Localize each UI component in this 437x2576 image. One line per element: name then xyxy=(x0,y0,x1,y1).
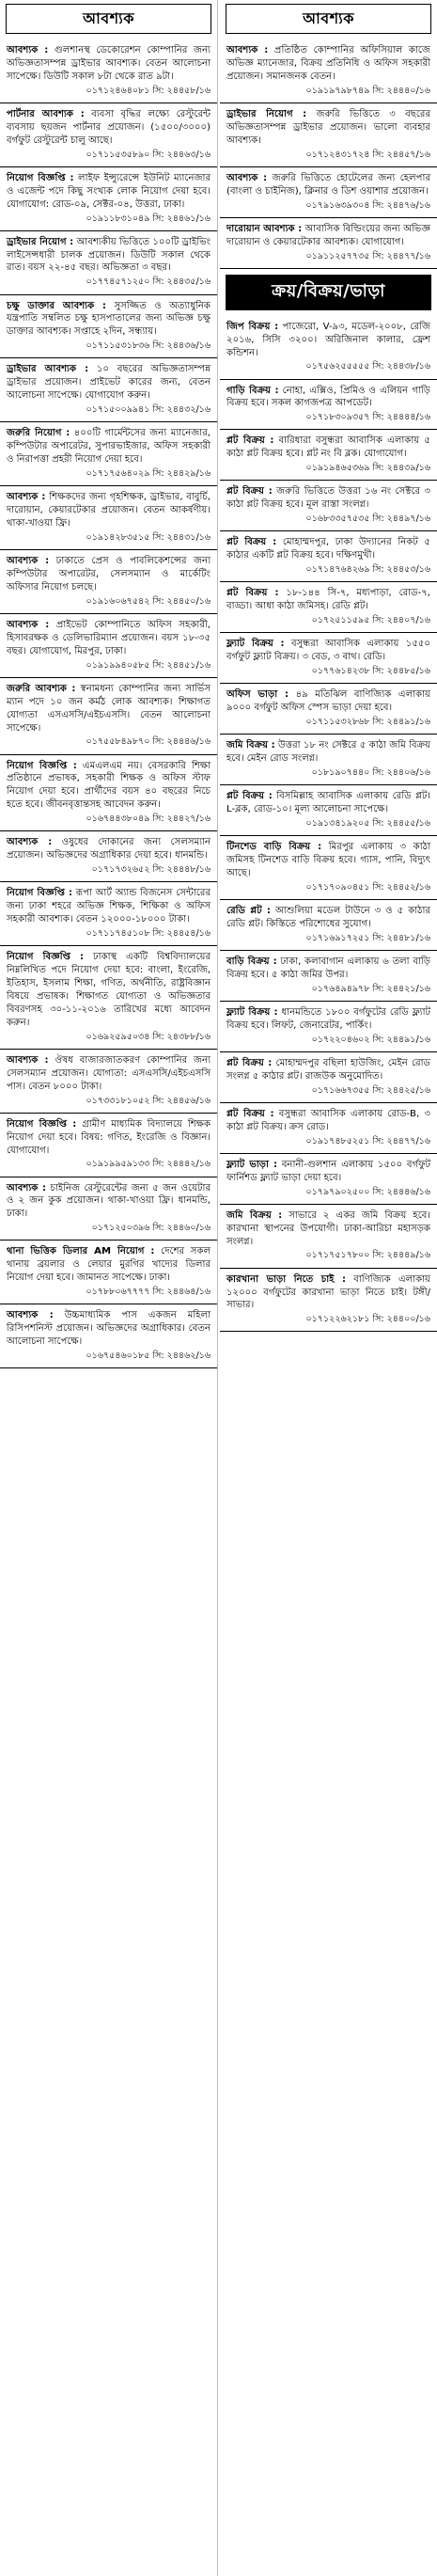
ad-title: আবশ্যক : xyxy=(7,556,50,566)
ad-body: মিরপুর এলাকায় ৩ কাঠা জমিসহ টিনশেড বাড়ি বিক্রয় হবে। গ্যাস, পানি, বিদ্যুৎ আছে। xyxy=(226,842,430,878)
ad-title: ফ্ল্যাট ভাড়া : xyxy=(226,1159,278,1170)
ad-title: জিপ বিক্রয় : xyxy=(226,321,279,332)
ad-title: নিয়োগ বিজ্ঞপ্তি : xyxy=(7,952,85,963)
ad-contact: ০১৭১৬৬৭৩৫৫ সি: ২৪৪২৫/১৬ xyxy=(311,1084,430,1096)
classified-ad xyxy=(0,1050,217,1114)
ad-body: ৪৯ মতিঝিল বাণিজ্যিক এলাকায় ৯০০০ বর্গফুট অফিস স্পেস ভাড়া দেয়া হবে। xyxy=(226,689,430,714)
ad-body: বিসমিল্লাহ আবাসিক এলাকায় রেডি প্লট। L-ব্লক, রোড-১০। মূল্য আলোচনা সাপেক্ষে। xyxy=(226,791,430,815)
ad-contact: ০১৭১২২৬২১৮১ সি: ২৪৪০০/১৬ xyxy=(305,1314,430,1325)
ad-title: ড্রাইভার নিয়োগ : xyxy=(7,236,74,247)
classified-ad xyxy=(0,103,217,167)
ad-contact: ০১৭১১৫৩২৮৬৮ সি: ২৪৪৯১/১৬ xyxy=(305,717,430,728)
classified-ad xyxy=(0,1304,217,1368)
ad-contact: ০১৮১৯০৭৪৪০ সি: ২৪৪০৬/১৬ xyxy=(311,767,430,779)
ad-body: ৪০০টি গার্মেন্টসের জন্য ম্যানেজার, কম্পিউটার অপারেটর, সুপারভাইজার, অফিস সহকারী ও নিরাপত্তা প্রহরী নিয়োগ দেয়া হবে। xyxy=(7,428,211,466)
ad-body: ব্যবসা বৃদ্ধির লক্ষ্যে রেস্টুরেন্ট ব্যবসায় ছয়জন পার্টনার প্রয়োজন। (১৫০০/৩০০০) বর্গফুট রেস্টুরেন্ট চালু আছে। xyxy=(7,108,211,146)
ad-contact: ০১৬৯২৫৯৫০৩৪ সি: ২৪৩৮৮/১৬ xyxy=(86,1031,211,1042)
ad-contact: ০১৯১৭৪৮৫২৫১ সি: ২৪৪৭৭/১৬ xyxy=(305,1135,430,1146)
ad-title: আবশ্যক : xyxy=(7,45,49,55)
ad-title: জমি বিক্রয় : xyxy=(226,1209,283,1221)
classified-ad xyxy=(0,40,217,103)
ad-body: বনানী-গুলশান এলাকায় ১৫০০ বর্গফুট ফার্নিশড ফ্ল্যাট ভাড়া দেয়া হবে। xyxy=(226,1159,430,1183)
ad-title: প্লট বিক্রয় : xyxy=(226,1108,274,1119)
ad-title: আবশ্যক : xyxy=(226,45,269,55)
ad-body: ঢাকা, কলাবাগান এলাকায় ৬ তলা বাড়ি বিক্রয় হবে। ৫ কাঠা জমির উপর। xyxy=(226,956,430,980)
classified-ad xyxy=(220,1269,437,1333)
classified-ad xyxy=(0,358,217,422)
ad-title: নিয়োগ বিজ্ঞপ্তি : xyxy=(7,760,77,771)
ad-title: আবশ্যক : xyxy=(226,172,268,183)
ad-title: ফ্ল্যাট বিক্রয় : xyxy=(226,1006,278,1018)
ad-contact: ০১৭১৭৩২৬৫২ সি: ২৪৪৪৮/১৬ xyxy=(91,864,211,876)
ad-contact: ০১৯১৯৯৪০৫৮৫ সি: ২৪৪৫১/১৬ xyxy=(86,659,211,671)
classified-ad xyxy=(220,40,437,103)
left-ads-list xyxy=(0,40,217,1368)
ad-body: চাইনিজ রেস্টুরেন্টের জন্য ৫ জন ওয়েটার ও ২ জন কুক প্রয়োজন। থাকা-খাওয়া ফ্রি। ধানমন্ডি, ঢাকা। xyxy=(7,1182,211,1220)
ad-body: শিক্ষকদের জন্য গৃহশিক্ষক, ড্রাইভার, বাবুর্চি, দারোয়ান, কেয়ারটেকার প্রয়োজন। বেতন আকর্ষণীয়। থাকা-খাওয়া ফ্রি। xyxy=(7,492,211,529)
ad-contact: ০১৭১২৫০৩৯৬ সি: ২৪৪৬০/১৬ xyxy=(91,1223,211,1234)
classified-ad xyxy=(220,735,437,785)
ad-contact: ০১৭১১৭৪৫১০৮ সি: ২৪৪৫৪/১৬ xyxy=(86,928,211,940)
ad-body: জরুরি ভিত্তিতে উত্তরা ১৬ নং সেক্টরে ৩ কাঠা প্লট বিক্রয় হবে। মূল রাস্তা সংলগ্ন। xyxy=(226,486,430,511)
ad-body: ১০ বছরের অভিজ্ঞতাসম্পন্ন ড্রাইভার প্রয়োজন। প্রাইভেট কারের জন্য, বেতন আলোচনা সাপেক্ষে। যোগাযোগ করুন। xyxy=(7,364,211,402)
ad-contact: ০১৯১১৮৩১০৪৯ সি: ২৪৪৬১/১৬ xyxy=(86,213,211,224)
ad-title: ড্রাইভার নিয়োগ : xyxy=(226,108,307,119)
classified-ad xyxy=(220,633,437,684)
classified-ad xyxy=(0,831,217,882)
ad-contact: ০১৯১৯৯৫৯১৩৩ সি: ২৪৪৪২/১৬ xyxy=(86,1159,211,1170)
ad-body: রূপা আর্ট অ্যান্ড বিজনেস সেন্টারের জন্য ঢাকা শহরে অভিজ্ঞ শিক্ষক, শিক্ষিকা ও অফিস সহকারী আবশ্যক। বেতন ১২০০০-১৮০০০ টাকা। xyxy=(7,888,211,925)
ad-contact: ০১৭৯৭৯০২৫০০ সি: ২৪৪৪৬/১৬ xyxy=(305,1186,430,1197)
ad-title: আবশ্যক : xyxy=(7,837,53,848)
ad-body: প্রতিষ্ঠিত কোম্পানির অফিসিয়াল কাজে অভিজ্ঞ ম্যানেজার, বিক্রয় প্রতিনিধি ও অফিস সহকারী প্রয়োজন। সমানজনক বেতন। xyxy=(226,45,430,82)
ad-contact: ০১৭১৪৭৬৪২৬৯ সি: ২৪৪৫৩/১৬ xyxy=(305,564,430,576)
section-header-abossok: আবশ্যক xyxy=(6,4,211,34)
classified-ad xyxy=(220,951,437,1002)
ad-title: টিনশেড বাড়ি বিক্রয় : xyxy=(226,842,322,853)
ad-contact: ০১৯১৩৪১৯২০৫ সি: ২৪৪৫৫/১৬ xyxy=(305,818,430,829)
classified-ad xyxy=(0,295,217,359)
ad-contact: ০১৭১২৪৩১৭২৪ সি: ২৪৪৫৭/১৬ xyxy=(305,149,430,160)
ad-title: বাড়ি বিক্রয় : xyxy=(226,956,277,967)
ad-title: আবশ্যক : xyxy=(7,1310,54,1321)
ad-body: মোহাম্মদপুর, ঢাকা উদ্যানের নিকট ৫ কাঠার একটি প্লট বিক্রয় হবে। দক্ষিণমুখী। xyxy=(226,537,430,561)
ad-title: প্লট বিক্রয় : xyxy=(226,588,279,599)
ad-body: গুলশানস্থ ডেকোরেশন কোম্পানির জন্য অভিজ্ঞতাসম্পন্ন ড্রাইভার আবশ্যক। বেতন আলোচনা সাপেক্ষে। ডিউটি সকাল ৮টা থেকে রাত ৯টা। xyxy=(7,45,211,82)
classified-ad xyxy=(220,1205,437,1269)
left-column xyxy=(0,0,218,2576)
classified-ad xyxy=(220,1154,437,1205)
ad-body: জরুরি ভিত্তিতে হোটেলের জন্য হেলপার (বাংলা ও চাইনিজ), ক্লিনার ও ডিশ ওয়াশার প্রয়োজন। xyxy=(226,172,431,197)
classified-ad xyxy=(220,900,437,951)
ad-body: ঢাকাতে প্রেস ও পাবলিকেশন্সের জন্য কম্পিউটার অপারেটর, সেলসম্যান ও মার্কেটিং অফিসার নিয়োগ চলছে। xyxy=(7,556,211,593)
ad-contact: ০১৬৭৫৪৬০১৮৫ সি: ২৪৪৬২/১৬ xyxy=(86,1351,211,1362)
ad-body: উত্তরা ১৮ নং সেক্টরে ৫ কাঠা জমি বিক্রয় হবে। মেইন রোড সংলগ্ন। xyxy=(226,740,431,765)
ad-contact: ০১৭৫৫৮৪৯৮৭০ সি: ২৪৪৪৬/১৬ xyxy=(86,736,211,748)
ad-contact: ০১৯১৯৪৬৫৩৬৯ সি: ২৪৪৩৯/১৬ xyxy=(305,463,430,474)
ad-body: আবশ্যকীয় ভিত্তিতে ১০০টি ড্রাইভিং লাইসেন্সধারী চালক প্রয়োজন। ডিউটি সকাল থেকে রাত। বয়স ২২-৪৫ বছর। অভিজ্ঞতা ৩ বছর। xyxy=(7,236,211,274)
classified-ad xyxy=(0,167,217,231)
ad-title: প্লট বিক্রয় : xyxy=(226,1057,273,1068)
classified-ad xyxy=(220,531,437,582)
ad-body: বসুন্ধরা আবাসিক এলাকায় রোড-B, ৩ কাঠা প্লট বিক্রয়। ক্রস রোড। xyxy=(226,1108,430,1132)
ad-contact: ০১৭৭৬১৪২৩৮ সি: ২৪৪৮৫/১৬ xyxy=(311,666,430,677)
ad-title: জরুরি নিয়োগ : xyxy=(7,428,70,439)
ad-contact: ০১৭২৫১১৫৯৫ সি: ২৪৪০৭/১৬ xyxy=(311,615,430,626)
ad-body: সাভারে ২ একর জমি বিক্রয় হবে। কারখানা স্থাপনের উপযোগী। ঢাকা-আরিচা মহাসড়ক সংলগ্ন। xyxy=(226,1209,430,1247)
section-header-kroy-bikroy: ক্রয়/বিক্রয়/ভাড়া xyxy=(226,275,431,310)
classified-ad xyxy=(0,882,217,946)
sale-ads-list xyxy=(220,316,437,1333)
ad-body: গ্রামীণ মাধ্যমিক বিদ্যালয়ে শিক্ষক নিয়োগ দেয়া হবে। বিষয়: গণিত, ইংরেজি ও বিজ্ঞান। যোগাযোগ। xyxy=(7,1118,211,1156)
classified-ad xyxy=(0,1241,217,1304)
ad-title: আবশ্যক : xyxy=(7,1054,49,1066)
ad-title: পার্টনার আবশ্যক : xyxy=(7,108,85,119)
ad-title: নিয়োগ বিজ্ঞপ্তি : xyxy=(7,172,74,183)
ad-contact: ০১৬৮৩৩৫৭৫৩৫ সি: ২৪৪৯৭/১৬ xyxy=(305,514,430,525)
ad-title: আবশ্যক : xyxy=(7,492,46,503)
ad-body: পাজেরো, V-৯৩, মডেল-২০০৮, রেজি ২০১৬, সিসি ৩২০০। অরিজিনাল কালার, ফ্রেশ কন্ডিশন। xyxy=(226,321,430,358)
ad-body: সুসজ্জিত ও অত্যাধুনিক যন্ত্রপাতি সম্বলিত চক্ষু হাসপাতালের জন্য অভিজ্ঞ চক্ষু ডাক্তার আবশ্যক। সপ্তাহে ২দিন, সন্ধ্যায়। xyxy=(7,300,211,338)
ad-contact: ০১৭৬৪৯৪৯৭৮ সি: ২৪৪২১/১৬ xyxy=(311,983,430,994)
ad-body: ধানমন্ডিতে ১৮০০ বর্গফুটের রেডি ফ্ল্যাট বিক্রয় হবে। লিফট, জেনারেটর, পার্কিং। xyxy=(226,1006,430,1031)
classified-ad xyxy=(0,550,217,614)
ad-contact: ০১৭১৭৫৬৪০২৯ সি: ২৪৪২৯/১৬ xyxy=(86,468,211,480)
ad-title: আবশ্যক : xyxy=(7,619,50,630)
ad-body: দেশের সকল থানায় ব্রয়লার ও লেয়ার মুরগির খাদ্যের ডিলার নিয়োগ দেয়া হবে। জামানত সাপেক্ষে। ঢাকা। xyxy=(7,1246,211,1284)
ad-title: নিয়োগ বিজ্ঞপ্তি : xyxy=(7,1118,77,1130)
ad-body: নোহা, এক্সিও, প্রিমিও ও এলিয়ন গাড়ি বিক্রয় হবে। সকল কাগজপত্র আপডেট। xyxy=(226,385,430,409)
ad-title: জরুরি আবশ্যক : xyxy=(7,683,76,694)
ad-title: প্লট বিক্রয় : xyxy=(226,791,273,802)
ad-title: নিয়োগ বিজ্ঞপ্তি : xyxy=(7,888,72,899)
classified-ad xyxy=(220,481,437,531)
classified-ad xyxy=(220,582,437,633)
ad-body: ১৮-১৪৪ সি-৭, মধ্যপাড়া, রোড-৭, বাড্ডা। আধা কাঠা জমিসহ। রেডি প্লট। xyxy=(226,588,430,612)
ad-title: প্লট বিক্রয় : xyxy=(226,435,274,447)
ad-contact: ০১৯১১২৫৭৭৩৫ সি: ২৪৪৭৭/১৬ xyxy=(305,250,430,261)
ad-contact: ০১৭৫৬২৫৫৫৫৫ সি: ২৪৪৩৮/১৬ xyxy=(305,361,430,372)
ad-body: বাণিজ্যিক এলাকায় ১২০০০ বর্গফুটের কারখানা ভাড়া নিতে চাই। টঙ্গী/সাভার। xyxy=(226,1273,431,1311)
ad-contact: ০১৭২২০৪৬০২ সি: ২৪৪৯১/১৬ xyxy=(311,1034,430,1045)
ad-body: ঢাকাস্থ একটি বিশ্ববিদ্যালয়ের নিম্নলিখিত পদে নিয়োগ দেয়া হবে: বাংলা, ইংরেজি, ইতিহাস, ইসলাম শিক্ষা, গণিত, অর্থনীতি, রাষ্ট্রবিজ্ঞান বিষয়ে প্রভাষক। শিক্ষাগত যোগ্যতা ও অভিজ্ঞতার বিবরণসহ ৩০-১১-২০১৬ তারিখের মধ্যে আবেদন করুন। xyxy=(7,952,211,1028)
ad-body: লাইফ ইন্স্যুরেন্সে ইউনিট ম্যানেজার ও এজেন্ট পদে কিছু সংখ্যক লোক নিয়োগ দেয়া হবে। যোগাযোগ: রোড-০৯, সেক্টর-০৪, উত্তরা, ঢাকা। xyxy=(7,172,211,210)
classified-ad xyxy=(0,1177,217,1241)
ad-body: বারিধারা বসুন্ধরা আবাসিক এলাকায় ৫ কাঠা প্লট বিক্রয় হবে। প্লট নং বি ব্লক। যোগাযোগ। xyxy=(226,435,430,460)
ad-contact: ০১৭৮৮০৬৭৭৭৭ সি: ২৪৪৬৪/১৬ xyxy=(86,1287,211,1298)
classified-ad xyxy=(0,486,217,550)
ad-contact: ০১৬৭৪৪৩৮০৪৯ সি: ২৪৪২৭/১৬ xyxy=(86,814,211,825)
ad-contact: ০১৭১৫০০৯৯৪১ সি: ২৪৪৩২/১৬ xyxy=(86,404,211,416)
classified-ad xyxy=(220,684,437,735)
ad-contact: ০১৯১৪২৮৩৫১৫ সি: ২৪৪৩১/১৬ xyxy=(86,531,211,543)
ad-title: থানা ভিত্তিক ডিলার AM নিয়োগ : xyxy=(7,1246,155,1257)
ad-contact: ০১৭৩৩১৮১০৫২ সি: ২৪৪৫৬/১৬ xyxy=(86,1095,211,1106)
classified-ad xyxy=(220,167,437,218)
ad-title: আবশ্যক : xyxy=(7,1182,47,1193)
classified-ad xyxy=(220,1002,437,1052)
ad-title: চক্ষু ডাক্তার আবশ্যক : xyxy=(7,300,106,311)
classified-ad xyxy=(220,1103,437,1154)
ad-contact: ০১৭১৭৫১৭৮০০ সি: ২৪৪৪৯/১৬ xyxy=(305,1250,430,1261)
classified-ad xyxy=(220,1052,437,1103)
ad-body: ঔষধ বাজারজাতকরণ কোম্পানির জন্য সেলসম্যান প্রয়োজন। যোগ্যতা: এসএসসি/এইচএসসি পাস। বেতন ৮০০০ টাকা। xyxy=(7,1054,211,1092)
ad-contact: ০১৭৭৪৫৭১২৫০ সি: ২৪৪৩৫/১৬ xyxy=(86,277,211,288)
ad-body: আশুলিয়া মডেল টাউনে ৩ ও ৫ কাঠার রেডি প্লট। কিস্তিতে পরিশোধের সুযোগ। xyxy=(226,905,430,929)
section-header-abossok-right: আবশ্যক xyxy=(226,4,431,34)
ad-body: জরুরি ভিত্তিতে ৩ বছরের অভিজ্ঞতাসম্পন্ন ড্রাইভার প্রয়োজন। ভালো ব্যবহার আবশ্যক। xyxy=(226,108,430,146)
classified-ad xyxy=(220,316,437,380)
ad-title: অফিস ভাড়া : xyxy=(226,689,289,701)
ad-title: প্লট বিক্রয় : xyxy=(226,486,273,498)
ad-title: রেডি প্লট : xyxy=(226,905,271,916)
classified-ad xyxy=(220,380,437,431)
classified-ad xyxy=(0,422,217,486)
classified-ad xyxy=(0,614,217,678)
ad-body: প্রাইভেট কোম্পানিতে অফিস সহকারী, হিসাবরক্ষক ও ডেলিভারিম্যান প্রয়োজন। বয়স ১৮-৩৫ বছর। যোগাযোগ, মিরপুর, ঢাকা। xyxy=(7,619,211,656)
ad-body: উচ্চমাধ্যমিক পাস একজন মহিলা রিসিপশনিস্ট প্রয়োজন। অভিজ্ঞদের অগ্রাধিকার। বেতন আলোচনা সাপেক্ষে। xyxy=(7,1310,211,1348)
ad-body: এমএলএম নয়। বেসরকারি শিক্ষা প্রতিষ্ঠানে প্রভাষক, সহকারী শিক্ষক ও অফিস স্টাফ নিয়োগ দেয়া হবে। প্রার্থীদের বয়স ৪০ বছরের নিচে হতে হবে। জীবনবৃত্তান্তসহ আবেদন করুন। xyxy=(7,760,211,811)
classified-ad xyxy=(0,946,217,1050)
ad-contact: ০১৭১২৪৬৪০৮১ সি: ২৪৪৫৮/১৬ xyxy=(86,85,211,96)
ad-contact: ০১৭১৬৯১৭২৫১ সি: ২৪৪৮১/১৬ xyxy=(305,932,430,943)
ad-title: ড্রাইভার আবশ্যক : xyxy=(7,364,89,375)
ad-contact: ০১৭১৭০৯০৪৫১ সি: ২৪৪৫২/১৬ xyxy=(305,881,430,893)
classified-ad xyxy=(220,836,437,900)
ad-title: কারখানা ভাড়া নিতে চাই : xyxy=(226,1273,347,1285)
ad-title: প্লট বিক্রয় : xyxy=(226,537,277,548)
classified-ad xyxy=(220,218,437,269)
classified-ad xyxy=(220,430,437,481)
ad-title: দারোয়ান আবশ্যক : xyxy=(226,223,303,234)
classified-ad xyxy=(0,231,217,295)
ad-body: বসুন্ধরা আবাসিক এলাকায় ১৫৫০ বর্গফুট ফ্ল্যাট বিক্রয়। ৩ বেড, ৩ বাথ। রেডি। xyxy=(226,639,430,663)
ad-title: গাড়ি বিক্রয় : xyxy=(226,385,279,396)
ad-body: স্বনামধন্য কোম্পানির জন্য সার্ভিস ম্যান পদে ১০ জন কর্মঠ লোক আবশ্যক। শিক্ষাগত যোগ্যতা এসএসসি/এইচএসসি। বেতন আলোচনা সাপেক্ষে। xyxy=(7,683,211,734)
classified-ad xyxy=(220,103,437,167)
ad-contact: ০১৯১৯৭৯৮৭৪৯ সি: ২৪৪৪০/১৬ xyxy=(305,85,430,96)
ad-body: আবাসিক বিল্ডিংয়ের জন্য অভিজ্ঞ দারোয়ান ও কেয়ারটেকার আবশ্যক। যোগাযোগ। xyxy=(226,223,430,247)
ad-contact: ০১৯১৬০৬৭৫৪২ সি: ২৪৪৫০/১৬ xyxy=(86,595,211,607)
ad-title: জমি বিক্রয় : xyxy=(226,740,275,751)
ad-title: ফ্ল্যাট বিক্রয় : xyxy=(226,639,285,650)
classified-ad xyxy=(0,1114,217,1177)
classified-ad xyxy=(0,755,217,832)
ad-contact: ০১৭৯১৬৩৯৩০৪ সি: ২৪৪৭৬/১৬ xyxy=(305,199,430,211)
ad-contact: ০১৭১১৫৩৫৮৯০ সি: ২৪৪৬৩/১৬ xyxy=(86,149,211,160)
ad-body: ওষুধের দোকানের জন্য সেলসম্যান প্রয়োজন। অভিজ্ঞদের অগ্রাধিকার দেয়া হবে। ধানমন্ডি। xyxy=(7,837,211,861)
ad-contact: ০১৭১৮৩০৯৩৫৭ সি: ২৪৪৪৪/১৬ xyxy=(305,412,430,423)
right-column xyxy=(220,0,437,2576)
ad-contact: ০১৭১১৫৩১৮৩৬ সি: ২৪৪৩৬/১৬ xyxy=(86,340,211,352)
classified-ad xyxy=(220,785,437,836)
classified-ad xyxy=(0,678,217,755)
ad-body: মোহাম্মদপুর বছিলা হাউজিং, মেইন রোড সংলগ্ন ৫ কাঠার প্লট। রাজউক অনুমোদিত। xyxy=(226,1057,430,1082)
right-ads-list xyxy=(220,40,437,269)
